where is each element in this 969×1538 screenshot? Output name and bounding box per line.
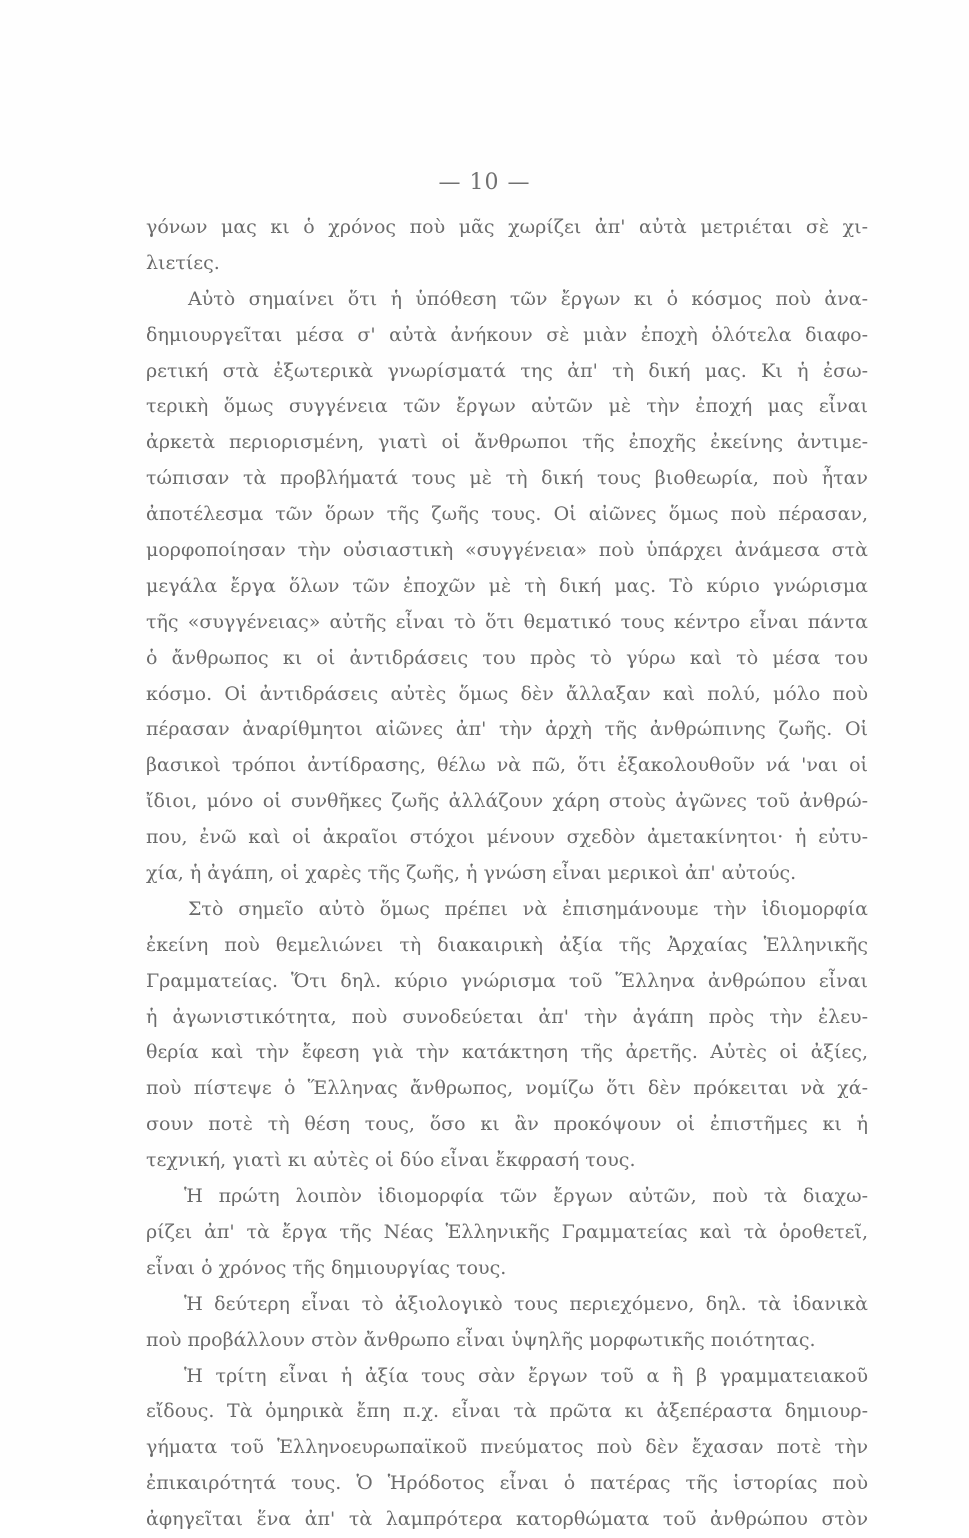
text-line: ὁ ἄνθρωπος κι οἱ ἀντιδράσεις του πρὸς τὸ γύρω καὶ τὸ μέσα του: [146, 646, 868, 669]
text-line: ἐκείνη ποὺ θεμελιώνει τὴ διακαιρικὴ ἀξία τῆς Ἀρχαίας Ἑλληνικῆς: [146, 933, 868, 956]
text-line: γήματα τοῦ Ἑλληνοευρωπαϊκοῦ πνεύματος ποὺ δὲν ἔχασαν ποτὲ τὴν: [146, 1436, 868, 1459]
text-line: Στὸ σημεῖο αὐτὸ ὅμως πρέπει νὰ ἐπισημάνουμε τὴν ἰδιομορφία: [188, 897, 868, 920]
text-line: γόνων μας κι ὁ χρόνος ποὺ μᾶς χωρίζει ἀπ' αὐτὰ μετριέται σὲ χι-: [146, 216, 868, 238]
text-line: ἡ ἀγωνιστικότητα, ποὺ συνοδεύεται ἀπ' τὴν ἀγάπη πρὸς τὴν ἐλευ-: [146, 1005, 868, 1028]
page-number: — 10 —: [438, 170, 531, 195]
text-line: ρίζει ἀπ' τὰ ἔργα τῆς Νέας Ἑλληνικῆς Γραμματείας καὶ τὰ ὁροθετεῖ,: [146, 1220, 868, 1243]
text-line: κόσμο. Οἱ ἀντιδράσεις αὐτὲς ὅμως δὲν ἄλλαξαν καὶ πολύ, μόλο ποὺ: [146, 682, 868, 705]
text-line: μεγάλα ἔργα ὅλων τῶν ἐποχῶν μὲ τὴ δική μας. Τὸ κύριο γνώρισμα: [146, 574, 868, 597]
text-line: Ἡ τρίτη εἶναι ἡ ἀξία τους σὰν ἔργων τοῦ α ἢ β γραμματειακοῦ: [184, 1364, 868, 1387]
text-line: ἀφηγεῖται ἕνα ἀπ' τὰ λαμπρότερα κατορθώματα τοῦ ἀνθρώπου στὸν: [146, 1508, 868, 1531]
body-text: [146, 210, 868, 1538]
text-line: Γραμματείας. Ὅτι δηλ. κύριο γνώρισμα τοῦ Ἕλληνα ἀνθρώπου εἶναι: [146, 969, 868, 992]
text-line: τῆς «συγγένειας» αὐτῆς εἶναι τὸ ὅτι θεματικό τους κέντρο εἶναι πάντα: [146, 610, 868, 633]
text-line: Ἡ δεύτερη εἶναι τὸ ἀξιολογικὸ τους περιεχόμενο, δηλ. τὰ ἰδανικὰ: [184, 1292, 868, 1315]
text-line: Ἡ πρώτη λοιπὸν ἰδιομορφία τῶν ἔργων αὐτῶν, ποὺ τὰ διαχω-: [184, 1185, 868, 1208]
text-line: ἴδιοι, μόνο οἱ συνθῆκες ζωῆς ἀλλάζουν χάρη στοὺς ἀγῶνες τοῦ ἀνθρώ-: [146, 790, 868, 813]
text-line: μορφοποίησαν τὴν οὐσιαστικὴ «συγγένεια» ποὺ ὑπάρχει ἀνάμεσα στὰ: [146, 539, 868, 562]
text-line: εἶναι ὁ χρόνος τῆς δημιουργίας τους.: [146, 1256, 507, 1279]
text-line: τεχνική, γιατὶ κι αὐτὲς οἱ δύο εἶναι ἔκφρασή τους.: [146, 1149, 636, 1172]
text-line: Αὐτὸ σημαίνει ὅτι ἡ ὑπόθεση τῶν ἔργων κι ὁ κόσμος ποὺ ἀνα-: [188, 287, 868, 310]
text-line: τώπισαν τὰ προβλήματά τους μὲ τὴ δική τους βιοθεωρία, ποὺ ἦταν: [146, 467, 868, 490]
text-line: πέρασαν ἀναρίθμητοι αἰῶνες ἀπ' τὴν ἀρχὴ τῆς ἀνθρώπινης ζωῆς. Οἱ: [146, 718, 868, 741]
text-line: βασικοὶ τρόποι ἀντίδρασης, θέλω νὰ πῶ, ὅτι ἐξακολουθοῦν νά 'ναι οἱ: [146, 754, 868, 777]
text-line: χία, ἡ ἀγάπη, οἱ χαρὲς τῆς ζωῆς, ἡ γνώση εἶναι μερικοὶ ἀπ' αὐτούς.: [146, 862, 797, 885]
text-line: τερικὴ ὅμως συγγένεια τῶν ἔργων αὐτῶν μὲ τὴν ἐποχή μας εἶναι: [146, 395, 868, 418]
text-line: ποὺ προβάλλουν στὸν ἄνθρωπο εἶναι ὑψηλῆς μορφωτικῆς ποιότητας.: [146, 1328, 816, 1351]
text-line: θερία καὶ τὴν ἔφεση γιὰ τὴν κατάκτηση τῆς ἀρετῆς. Αὐτὲς οἱ ἀξίες,: [146, 1041, 868, 1064]
text-line: σουν ποτὲ τὴ θέση τους, ὅσο κι ἂν προκόψουν οἱ ἐπιστῆμες κι ἡ: [146, 1113, 868, 1136]
text-line: ἐπικαιρότητά τους. Ὁ Ἡρόδοτος εἶναι ὁ πατέρας τῆς ἱστορίας ποὺ: [146, 1472, 868, 1495]
text-line: ρετική στὰ ἐξωτερικὰ γνωρίσματά της ἀπ' τὴ δική μας. Κι ἡ ἐσω-: [146, 359, 868, 382]
text-line: ἀποτέλεσμα τῶν ὅρων τῆς ζωῆς τους. Οἱ αἰῶνες ὅμως ποὺ πέρασαν,: [146, 503, 868, 526]
text-line: ἀρκετὰ περιορισμένη, γιατὶ οἱ ἄνθρωποι τῆς ἐποχῆς ἐκείνης ἀντιμε-: [146, 431, 868, 454]
text-line: ποὺ πίστεψε ὁ Ἕλληνας ἄνθρωπος, νομίζω ὅτι δὲν πρόκειται νὰ χά-: [146, 1077, 868, 1100]
text-line: που, ἐνῶ καὶ οἱ ἀκραῖοι στόχοι μένουν σχεδὸν ἀμετακίνητοι· ἡ εὐτυ-: [146, 826, 868, 849]
text-line: δημιουργεῖται μέσα σ' αὐτὰ ἀνήκουν σὲ μιὰν ἐποχὴ ὁλότελα διαφο-: [146, 323, 868, 346]
text-line: εἴδους. Τὰ ὁμηρικὰ ἔπη π.χ. εἶναι τὰ πρῶτα κι ἀξεπέραστα δημιουρ-: [146, 1400, 868, 1423]
text-line: λιετίες.: [146, 251, 220, 274]
